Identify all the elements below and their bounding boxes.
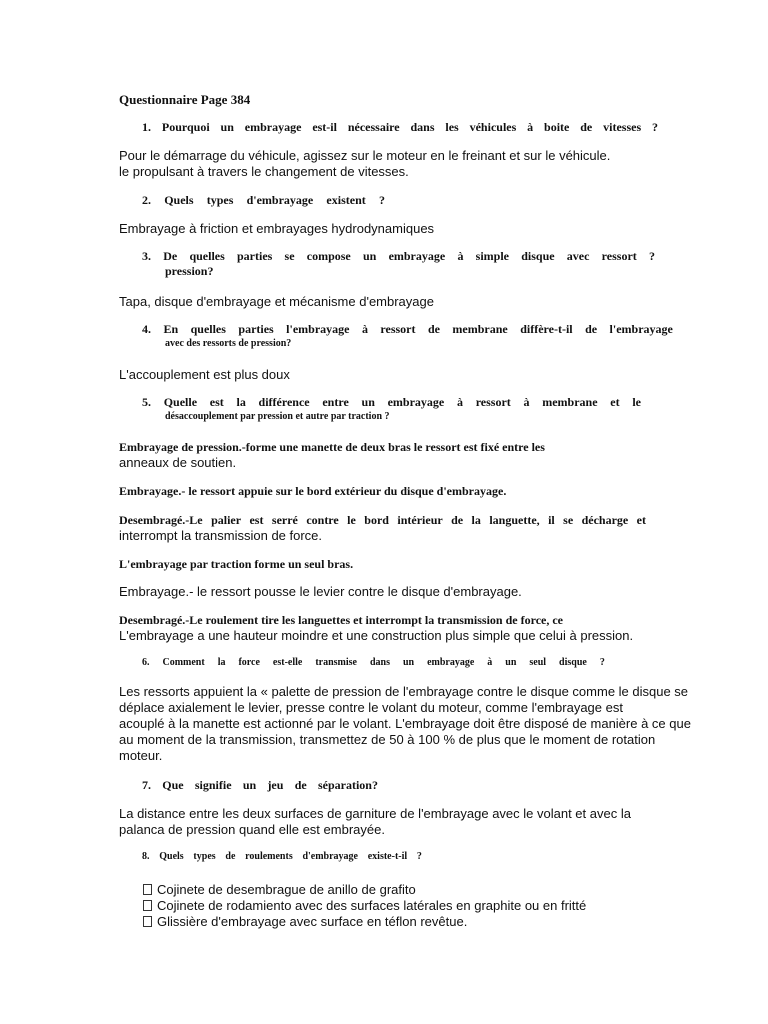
answer-5-p2: Embrayage.- le ressort appuie sur le bord extérieur du disque d'embrayage. [119,484,507,498]
word: un [361,395,375,409]
word: types [193,851,216,862]
word: quelles [189,249,225,263]
answer-8-item-2-text: Cojinete de rodamiento avec des surfaces latérales en graphite ou en fritté [157,898,587,913]
word: 2. [142,193,151,207]
word: embrayage [244,120,302,134]
word: d'embrayage [246,193,314,207]
answer-5-p1-line-1: Embrayage de pression.-forme une manette de deux bras le ressort est fixé entre les [119,440,545,454]
answer-5-paragraph-3 [119,512,659,544]
word: dans [369,657,390,668]
answer-4 [119,367,659,383]
word: un [402,657,415,668]
word: disque [521,249,555,263]
word: embrayage [387,395,445,409]
answer-1 [119,148,659,180]
question-7-line [142,777,378,793]
word: dans [410,120,435,134]
word: se [284,249,295,263]
word: à [527,120,534,134]
word: embrayage [388,249,446,263]
word: diffère-t-il [520,322,573,336]
word: jeu [267,778,284,792]
word: à [457,249,464,263]
answer-6 [119,684,691,764]
word: un [242,778,257,792]
word: palier [211,513,242,527]
word: seul [529,657,547,668]
answer-1-line-1: Pour le démarrage du véhicule, agissez sur le moteur en le freinant et sur le véhicule. [119,148,611,163]
word: de [225,851,236,862]
word: contre [306,513,339,527]
question-4-line-1 [142,321,673,337]
answer-3-line-1: Tapa, disque d'embrayage et mécanisme d'embrayage [119,294,434,309]
answer-5-paragraph-2 [119,483,659,499]
answer-6-line-2: déplace axialement le levier, presse contre le volant du moteur, comme l'embrayage est [119,700,623,715]
answer-7-line-1: La distance entre les deux surfaces de garniture de l'embrayage avec le volant et avec la [119,806,631,821]
word: la [217,657,226,668]
answer-6-line-3: acouplé à la manette est actionné par le volant. L'embrayage doit être disposé de manière à ce que [119,716,691,731]
word: l'embrayage [286,322,350,336]
word: est-elle [272,657,303,668]
question-3 [142,248,655,278]
word: un [362,249,377,263]
answer-6-line-5: moteur. [119,748,163,763]
question-2 [142,192,385,208]
question-4 [142,321,673,351]
answer-5-p1-line-2: anneaux de soutien. [119,455,237,470]
word: entre [322,395,349,409]
question-5-line-2: désaccouplement par pression et autre par traction ? [165,411,390,422]
word: est-il [312,120,337,134]
word: Quelle [163,395,198,409]
word: un [505,657,517,668]
word: 8. [142,851,150,862]
question-4-line-2: avec des ressorts de pression? [165,338,292,349]
word: ressort [601,249,637,263]
word: parties [238,322,274,336]
word: de [294,778,307,792]
word: est [209,395,224,409]
word: En [163,322,179,336]
word: ? [652,120,658,134]
word: 6. [142,657,150,668]
word: les [445,120,459,134]
answer-2 [119,221,659,237]
word: vitesses [603,120,642,134]
word: décharge [581,513,629,527]
word: 5. [142,395,151,409]
word: embrayage [427,657,475,668]
word: se [563,513,574,527]
word: intérieur [397,513,443,527]
question-3-line-2: pression? [165,264,214,278]
word: simple [475,249,509,263]
word: séparation? [317,778,378,792]
word: existe-t-il [367,851,408,862]
word: Quels [159,851,184,862]
word: 3. [142,249,151,263]
word: existent [326,193,366,207]
answer-5-paragraph-1 [119,439,659,471]
question-2-line [142,192,385,208]
answer-8-item-1-text: Cojinete de desembrague de anillo de grafito [157,882,416,897]
answer-2-line-1: Embrayage à friction et embrayages hydrodynamiques [119,221,435,236]
word: véhicules [469,120,517,134]
answer-5-p3-line-1 [119,512,646,528]
word: 1. [142,120,151,134]
word: roulements [245,851,293,862]
word: compose [306,249,351,263]
checkbox-icon [143,916,152,927]
checkbox-icon [143,900,152,911]
question-6 [142,655,605,671]
question-5 [142,394,641,424]
word: languette, [489,513,540,527]
answer-5-p4: L'embrayage par traction forme un seul bras. [119,557,354,571]
word: le [632,395,641,409]
word: ? [378,193,385,207]
word: De [163,249,178,263]
word: ? [649,249,655,263]
answer-8-item-1 [143,882,416,898]
word: un [220,120,234,134]
question-8 [142,849,422,865]
word: et [610,395,620,409]
answer-5-p5: Embrayage.- le ressort pousse le levier contre le disque d'embrayage. [119,584,522,599]
word: et [636,513,646,527]
word: signifie [194,778,232,792]
answer-6-line-1: Les ressorts appuient la « palette de pression de l'embrayage contre le disque comme le disque se [119,684,689,699]
word: il [548,513,555,527]
answer-5-paragraph-6 [119,612,659,644]
word: membrane [542,395,598,409]
answer-1-line-2: le propulsant à travers le changement de vitesses. [119,164,409,179]
answer-8-item-3-text: Glissière d'embrayage avec surface en téflon revêtue. [157,914,468,929]
word: la [471,513,481,527]
answer-5-paragraph-4 [119,556,659,572]
word: de [585,322,598,336]
question-6-line [142,655,605,671]
word: avec [566,249,590,263]
question-8-line [142,849,422,865]
word: est [249,513,264,527]
word: 4. [142,322,151,336]
word: transmise [315,657,357,668]
answer-7 [119,806,659,838]
word: types [206,193,234,207]
word: force [238,657,260,668]
word: à [523,395,530,409]
question-1-line [142,119,658,135]
word: d'embrayage [302,851,358,862]
word: de [580,120,593,134]
answer-5-p6-line-1: Desembragé.-Le roulement tire les languettes et interrompt la transmission de force, ce [119,613,564,627]
answer-5-p6-line-2: L'embrayage a une hauteur moindre et une construction plus simple que celui à pression. [119,628,634,643]
word: nécessaire [347,120,400,134]
checkbox-icon [143,884,152,895]
answer-7-line-2: palanca de pression quand elle est embrayée. [119,822,385,837]
word: Desembragé.-Le [119,513,203,527]
word: parties [237,249,273,263]
word: membrane [452,322,508,336]
word: à [456,395,463,409]
word: différence [258,395,310,409]
answer-4-line-1: L'accouplement est plus doux [119,367,290,382]
answer-5-paragraph-5 [119,584,659,600]
word: boite [544,120,570,134]
word: Comment [162,657,205,668]
word: bord [364,513,389,527]
word: ressort [475,395,511,409]
word: quelles [190,322,226,336]
question-3-line-1 [142,248,655,264]
word: Que [162,778,184,792]
page-title: Questionnaire Page 384 [119,92,251,107]
word: serré [271,513,298,527]
answer-5-p3-line-2: interrompt la transmission de force. [119,528,323,543]
word: de [427,322,440,336]
word: disque [559,657,587,668]
word: ressort [380,322,416,336]
question-7 [142,777,378,793]
word: le [347,513,356,527]
question-5-line-1 [142,394,641,410]
question-1 [142,119,658,135]
answer-8-item-2 [143,898,586,914]
word: ? [416,851,422,862]
answer-3 [119,294,659,310]
word: Quels [164,193,194,207]
answer-6-line-4: au moment de la transmission, transmettez de 50 à 100 % de plus que le moment de rotation [119,732,656,747]
word: ? [599,657,605,668]
word: l'embrayage [609,322,673,336]
word: 7. [142,778,151,792]
word: de [451,513,464,527]
word: Pourquoi [161,120,210,134]
word: à [487,657,493,668]
word: à [361,322,368,336]
answer-8-item-3 [143,914,467,930]
word: la [236,395,246,409]
